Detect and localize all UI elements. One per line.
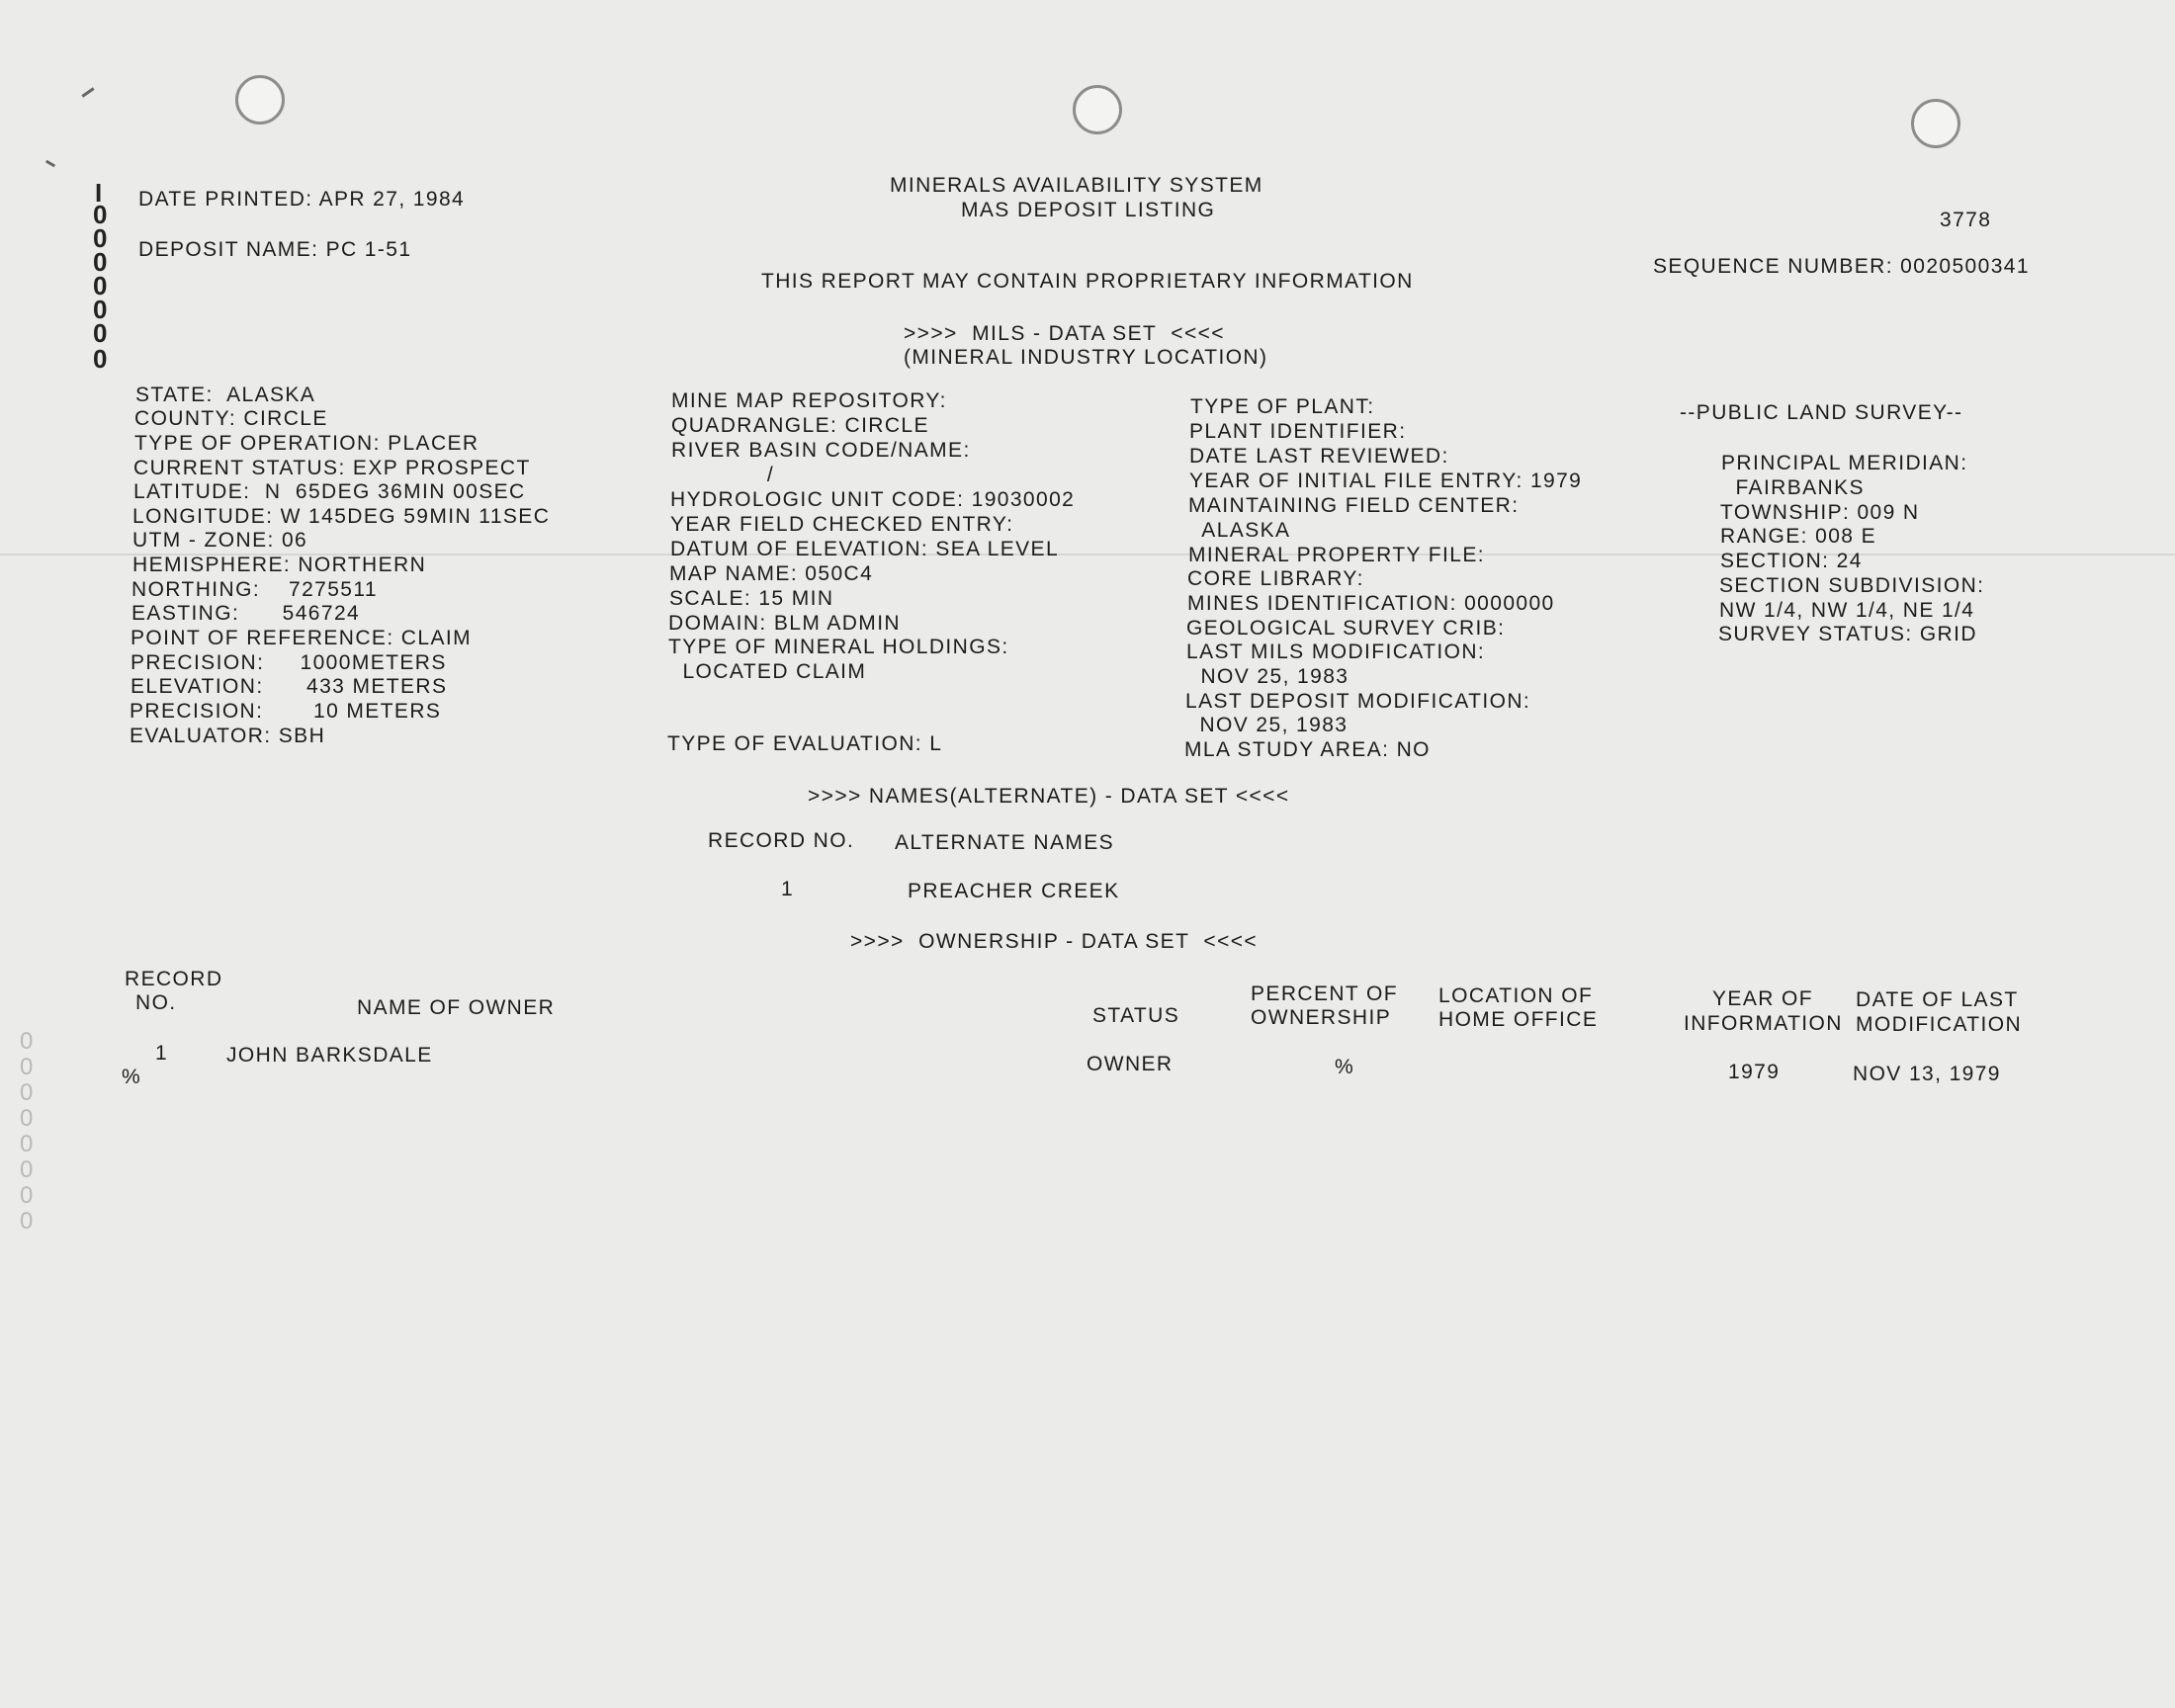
field-line: RIVER BASIN CODE/NAME: [671,439,971,462]
margin-code-faint: 0 [20,1208,34,1235]
field-line: RANGE: 008 E [1720,525,1877,548]
alternate-name: PREACHER CREEK [908,880,1120,902]
field-line: COUNTY: CIRCLE [134,407,328,430]
margin-code: 0 [93,200,108,229]
field-line: ALASKA [1188,519,1291,542]
field-line: HYDROLOGIC UNIT CODE: 19030002 [670,488,1076,511]
col-header-owner: NAME OF OWNER [357,996,556,1019]
margin-code: 0 [93,247,108,277]
listing-title: MAS DEPOSIT LISTING [961,199,1216,221]
mils-heading: >>>> MILS - DATA SET <<<< [904,322,1225,345]
field-line: NOV 25, 1983 [1186,665,1349,688]
field-line: YEAR FIELD CHECKED ENTRY: [670,513,1014,536]
field-line: NORTHING: 7275511 [131,578,378,601]
field-line: FAIRBANKS [1721,476,1865,499]
field-line: LATITUDE: N 65DEG 36MIN 00SEC [133,480,526,503]
field-line: MINERAL PROPERTY FILE: [1188,544,1485,566]
proprietary-notice: THIS REPORT MAY CONTAIN PROPRIETARY INFORMATION [761,270,1414,293]
margin-code: 0 [93,295,108,324]
margin-code-faint: 0 [20,1105,34,1132]
field-line: GEOLOGICAL SURVEY CRIB: [1186,617,1506,640]
field-line: PRECISION: 1000METERS [130,651,447,674]
paper-mark [45,160,55,168]
field-line: NOV 25, 1983 [1185,714,1348,736]
field-line: HEMISPHERE: NORTHERN [132,554,427,576]
col-header-date: MODIFICATION [1856,1013,2023,1036]
field-line: LAST MILS MODIFICATION: [1186,640,1486,663]
field-line: TOWNSHIP: 009 N [1720,501,1920,524]
field-line: TYPE OF OPERATION: PLACER [134,432,479,455]
col-header-percent: PERCENT OF [1251,982,1398,1005]
col-header-year: INFORMATION [1684,1012,1843,1035]
field-line: ELEVATION: 433 METERS [130,675,448,698]
field-line: DATE LAST REVIEWED: [1189,445,1449,468]
margin-code-faint: 0 [20,1131,34,1157]
names-record-number: 1 [781,878,795,900]
date-printed: DATE PRINTED: APR 27, 1984 [138,188,466,211]
paper-mark [81,87,94,97]
col-header-location: HOME OFFICE [1438,1008,1599,1031]
col-header-record: NO. [135,991,177,1014]
field-line: SCALE: 15 MIN [669,587,834,610]
col-header-status: STATUS [1092,1004,1180,1027]
field-line: SECTION: 24 [1720,550,1863,572]
row-record-number: 1 [155,1042,169,1065]
field-line: CORE LIBRARY: [1187,567,1364,590]
margin-code: 0 [93,318,108,348]
margin-code: 0 [93,344,108,374]
field-line: SURVEY STATUS: GRID [1718,623,1977,645]
field-line: / [710,464,775,486]
margin-code-faint: 0 [20,1054,34,1080]
row-year: 1979 [1728,1061,1781,1083]
type-of-evaluation: TYPE OF EVALUATION: L [667,732,943,755]
ownership-heading: >>>> OWNERSHIP - DATA SET <<<< [850,930,1259,953]
field-line: DOMAIN: BLM ADMIN [668,612,901,635]
deposit-name: DEPOSIT NAME: PC 1-51 [138,238,412,261]
field-line: EVALUATOR: SBH [130,725,326,747]
field-line: PRECISION: 10 METERS [130,700,442,723]
field-line: MINE MAP REPOSITORY: [671,389,947,412]
row-owner-name: JOHN BARKSDALE [226,1044,433,1067]
col-header-date: DATE OF LAST [1856,988,2019,1011]
col-header-location: LOCATION OF [1438,984,1594,1007]
names-col-alternate: ALTERNATE NAMES [895,831,1115,854]
field-line: CURRENT STATUS: EXP PROSPECT [133,457,531,479]
col-header-percent: OWNERSHIP [1251,1006,1392,1029]
field-line: MAINTAINING FIELD CENTER: [1188,494,1520,517]
col-header-year: YEAR OF [1712,987,1813,1010]
field-line: YEAR OF INITIAL FILE ENTRY: 1979 [1189,470,1583,492]
names-col-record: RECORD NO. [708,829,855,852]
field-line: QUADRANGLE: CIRCLE [671,414,929,437]
field-line: UTM - ZONE: 06 [132,529,308,552]
row-status: OWNER [1087,1053,1174,1075]
margin-code-faint: 0 [20,1156,34,1183]
row-percent: % [1335,1056,1355,1078]
system-title: MINERALS AVAILABILITY SYSTEM [890,174,1263,197]
field-line: TYPE OF PLANT: [1190,395,1375,418]
field-line: POINT OF REFERENCE: CLAIM [130,627,472,649]
field-line: NW 1/4, NW 1/4, NE 1/4 [1719,599,1975,622]
row-percent-marker: % [122,1066,142,1088]
field-line: LAST DEPOSIT MODIFICATION: [1185,690,1531,713]
field-line: DATUM OF ELEVATION: SEA LEVEL [670,538,1060,560]
field-line: EASTING: 546724 [131,602,361,625]
margin-code-faint: 0 [20,1079,34,1106]
col-header-record: RECORD [125,968,223,990]
mils-subheading: (MINERAL INDUSTRY LOCATION) [904,346,1268,369]
field-line: MLA STUDY AREA: NO [1184,738,1431,761]
binder-hole-right [1911,99,1960,148]
sequence-number: SEQUENCE NUMBER: 0020500341 [1653,255,2030,278]
field-line: LOCATED CLAIM [668,660,867,683]
field-line: PLANT IDENTIFIER: [1189,420,1407,443]
page-number: 3778 [1940,209,1992,231]
survey-heading: --PUBLIC LAND SURVEY-- [1680,401,1963,424]
field-line: STATE: ALASKA [135,384,316,406]
margin-code-faint: 0 [20,1028,34,1055]
field-line: MAP NAME: 050C4 [669,562,874,585]
binder-hole-left [235,75,285,125]
row-date: NOV 13, 1979 [1853,1063,2001,1085]
binder-hole-center [1073,85,1122,134]
margin-code: I [95,178,103,208]
margin-code: 0 [93,223,108,253]
field-line: LONGITUDE: W 145DEG 59MIN 11SEC [132,505,551,528]
field-line: MINES IDENTIFICATION: 0000000 [1187,592,1555,615]
field-line: TYPE OF MINERAL HOLDINGS: [668,636,1009,658]
names-heading: >>>> NAMES(ALTERNATE) - DATA SET <<<< [808,785,1290,808]
margin-code: 0 [93,271,108,300]
margin-code-faint: 0 [20,1182,34,1209]
field-line: PRINCIPAL MERIDIAN: [1721,452,1968,474]
field-line: SECTION SUBDIVISION: [1719,574,1985,597]
